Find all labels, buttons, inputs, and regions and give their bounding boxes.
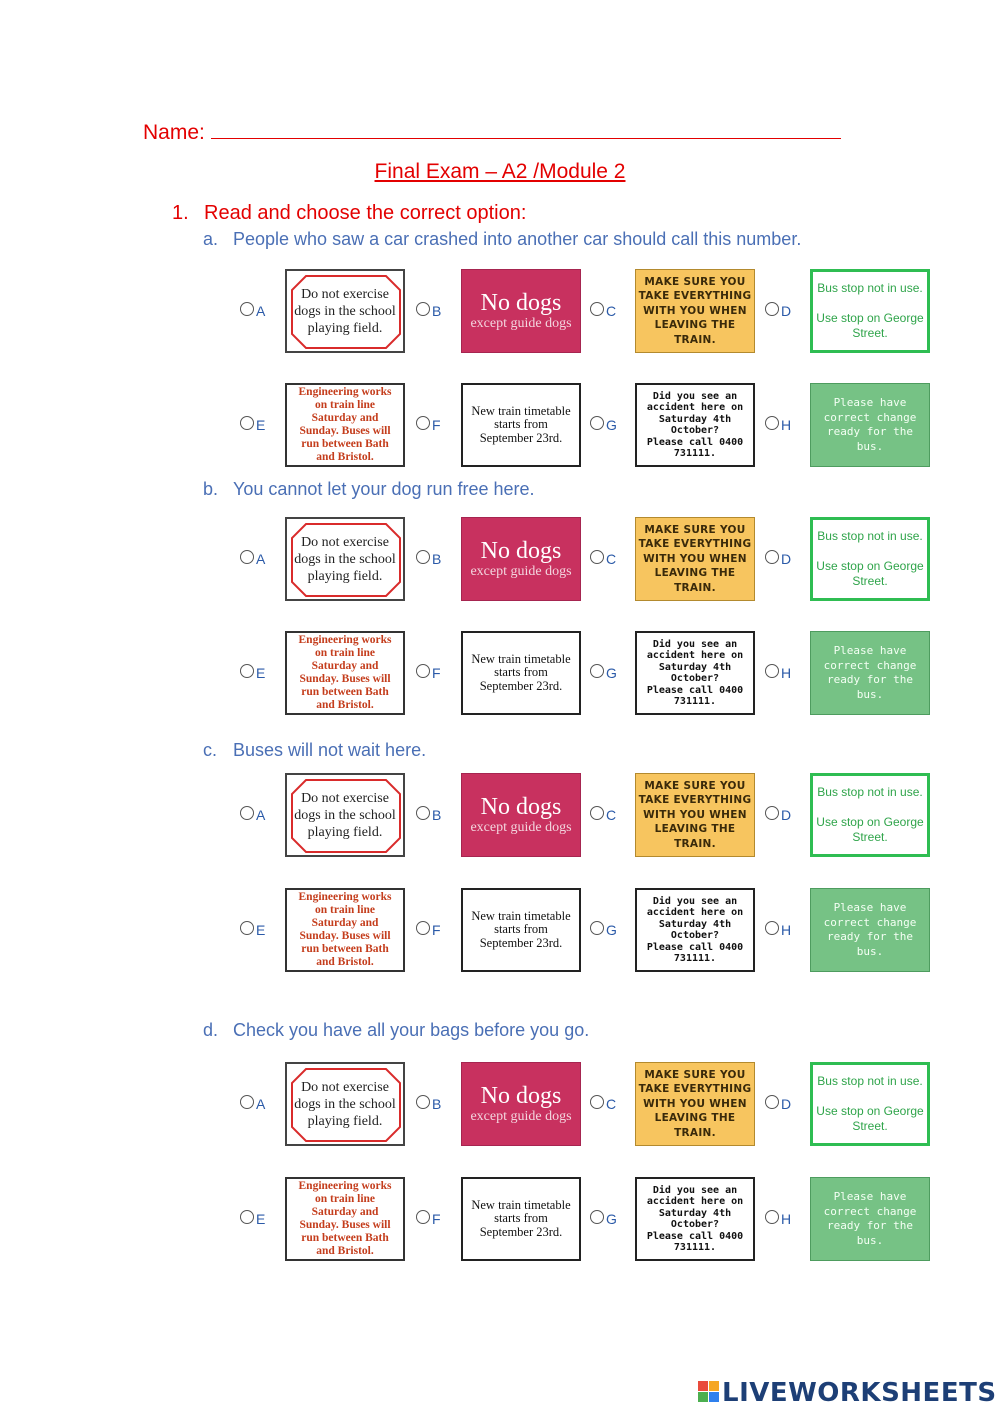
sign-g: [635, 1177, 755, 1261]
sign-text: [639, 1068, 752, 1141]
option-radio[interactable]: [240, 664, 254, 678]
question-d-option-d[interactable]: [762, 1062, 947, 1148]
question-c-option-a[interactable]: [237, 773, 422, 859]
sign-line: Bus stop not in use.: [817, 281, 923, 295]
sign-line: dogs in the school: [294, 807, 396, 823]
sign-line: dogs in the school: [294, 1096, 396, 1112]
liveworksheets-logo: [698, 1378, 997, 1408]
option-radio[interactable]: [240, 921, 254, 935]
sign-line: Sunday. Buses will: [299, 425, 391, 437]
question-d-option-a[interactable]: [237, 1062, 422, 1148]
sign-line: LEAVING THE: [654, 567, 736, 580]
question-d-option-e[interactable]: [237, 1177, 422, 1263]
name-label: Name:: [143, 121, 205, 144]
sign-g: [635, 383, 755, 467]
sign-e: [285, 1177, 405, 1261]
sign-line: Do not exercise: [301, 1079, 389, 1095]
option-radio[interactable]: [416, 806, 430, 820]
sign-line: starts from: [494, 922, 548, 937]
option-radio[interactable]: [765, 416, 779, 430]
question-b-option-d[interactable]: [762, 517, 947, 603]
option-letter: A: [256, 1096, 266, 1112]
sign-line: Did you see an: [652, 638, 738, 650]
option-radio[interactable]: [590, 1095, 604, 1109]
sign-d: [810, 269, 930, 353]
sign-line: New train timetable: [471, 403, 571, 418]
sign-line: TAKE EVERYTHING: [638, 290, 752, 303]
question-b-option-b[interactable]: [413, 517, 598, 603]
sign-line: accident here on: [646, 907, 744, 918]
option-letter: E: [256, 1211, 266, 1227]
option-letter: C: [606, 807, 617, 823]
question-text: You cannot let your dog run free here.: [233, 479, 535, 499]
sign-line: accident here on: [646, 402, 744, 413]
sign-subtitle: except guide dogs: [470, 820, 572, 835]
option-radio[interactable]: [765, 550, 779, 564]
option-letter: F: [432, 665, 441, 681]
sign-line: Do not exercise: [301, 790, 389, 806]
sign-line: dogs in the school: [294, 303, 396, 319]
sign-line: Please call 0400: [646, 941, 744, 953]
sign-text: [294, 790, 396, 841]
sign-line: Saturday and: [311, 1206, 379, 1218]
option-radio[interactable]: [590, 806, 604, 820]
option-letter: B: [432, 807, 442, 823]
question-b-option-h[interactable]: [762, 631, 947, 717]
sign-line: Street.: [852, 326, 888, 340]
option-radio[interactable]: [416, 664, 430, 678]
sign-f: [461, 888, 581, 972]
sign-line: run between Bath: [301, 438, 389, 450]
option-radio[interactable]: [240, 302, 254, 316]
option-radio[interactable]: [765, 302, 779, 316]
sign-line: Saturday 4th: [658, 1207, 732, 1219]
sign-text: [811, 644, 929, 702]
option-radio[interactable]: [590, 921, 604, 935]
sign-f: [461, 383, 581, 467]
sign-line: TAKE EVERYTHING: [638, 794, 752, 807]
sign-line: playing field.: [307, 1113, 383, 1129]
sign-line: Please call 0400: [646, 1230, 744, 1242]
option-radio[interactable]: [240, 1095, 254, 1109]
question-c-option-g[interactable]: [587, 888, 772, 974]
sign-text: [471, 1199, 570, 1240]
sign-f: [461, 631, 581, 715]
sign-line: New train timetable: [471, 1197, 571, 1212]
question-a-option-d[interactable]: [762, 269, 947, 355]
question-letter: c.: [203, 740, 218, 760]
option-letter: H: [781, 922, 792, 938]
question-c-option-e[interactable]: [237, 888, 422, 974]
question-c-option-b[interactable]: [413, 773, 598, 859]
question-a-option-b[interactable]: [413, 269, 598, 355]
sign-line: on train line: [314, 1193, 376, 1205]
question-a-option-f[interactable]: [413, 383, 598, 469]
sign-text: [647, 896, 743, 965]
sign-line: run between Bath: [301, 1232, 389, 1244]
option-letter: B: [432, 1096, 442, 1112]
sign-line: 731111.: [673, 696, 717, 707]
option-letter: D: [781, 1096, 792, 1112]
sign-line: Please have: [833, 644, 907, 657]
sign-text: [299, 634, 392, 712]
sign-text: [647, 391, 743, 460]
option-letter: E: [256, 665, 266, 681]
sign-g: [635, 631, 755, 715]
sign-line: Sunday. Buses will: [299, 1219, 391, 1231]
option-radio[interactable]: [590, 416, 604, 430]
sign-line: Did you see an: [652, 390, 738, 402]
sign-line: Engineering works: [298, 634, 392, 646]
name-field: [143, 118, 841, 145]
sign-line: Do not exercise: [301, 534, 389, 550]
sign-line: WITH YOU WHEN: [643, 808, 747, 821]
question-b-option-a[interactable]: [237, 517, 422, 603]
sign-line: ready for the bus.: [826, 930, 914, 958]
sign-line: Bus stop not in use.: [817, 785, 923, 799]
sign-c: [635, 1062, 755, 1146]
sign-line: correct change: [823, 1204, 917, 1218]
option-radio[interactable]: [765, 1095, 779, 1109]
sign-line: TRAIN.: [674, 333, 716, 346]
question-b-option-f[interactable]: [413, 631, 598, 717]
sign-e: [285, 888, 405, 972]
question-c-option-c[interactable]: [587, 773, 772, 859]
sign-b: [461, 1062, 581, 1146]
sign-line: Use stop on George: [816, 311, 924, 325]
option-radio[interactable]: [765, 664, 779, 678]
sign-h: [810, 888, 930, 972]
sign-line: TRAIN.: [674, 1126, 716, 1139]
sign-line: playing field.: [307, 824, 383, 840]
question-a-option-h[interactable]: [762, 383, 947, 469]
sign-line: 731111.: [673, 1242, 717, 1253]
question-a-option-g[interactable]: [587, 383, 772, 469]
sign-text: [811, 901, 929, 959]
sign-text: [471, 653, 570, 694]
sign-line: September 23rd.: [479, 935, 563, 950]
sign-line: Please call 0400: [646, 436, 744, 448]
question-a: [203, 229, 801, 250]
liveworksheets-icon: [698, 1381, 720, 1403]
question-text: Check you have all your bags before you go.: [233, 1020, 590, 1040]
sign-line: dogs in the school: [294, 551, 396, 567]
sign-line: on train line: [314, 399, 376, 411]
sign-line: Saturday 4th: [658, 661, 732, 673]
option-radio[interactable]: [590, 550, 604, 564]
sign-a: [285, 773, 405, 857]
question-a-option-a[interactable]: [237, 269, 422, 355]
question-a-option-c[interactable]: [587, 269, 772, 355]
question-d-option-h[interactable]: [762, 1177, 947, 1263]
option-radio[interactable]: [416, 416, 430, 430]
option-letter: C: [606, 551, 617, 567]
sign-text: [811, 396, 929, 454]
sign-line: starts from: [494, 1211, 548, 1226]
name-input-line[interactable]: [211, 118, 841, 139]
option-letter: G: [606, 1211, 617, 1227]
sign-line: Sunday. Buses will: [299, 930, 391, 942]
question-a-option-e[interactable]: [237, 383, 422, 469]
sign-line: Bus stop not in use.: [817, 1074, 923, 1088]
sign-a: [285, 1062, 405, 1146]
sign-line: MAKE SURE YOU: [644, 275, 746, 288]
question-c-option-f[interactable]: [413, 888, 598, 974]
sign-line: September 23rd.: [479, 430, 563, 445]
sign-line: and Bristol.: [316, 451, 374, 463]
sign-line: starts from: [494, 665, 548, 680]
sign-text: [639, 523, 752, 596]
sign-g: [635, 888, 755, 972]
option-letter: A: [256, 551, 266, 567]
sign-text: [471, 405, 570, 446]
option-radio[interactable]: [765, 1210, 779, 1224]
sign-line: starts from: [494, 417, 548, 432]
sign-line: New train timetable: [471, 908, 571, 923]
sign-h: [810, 1177, 930, 1261]
sign-line: MAKE SURE YOU: [644, 523, 746, 536]
sign-line: correct change: [823, 915, 917, 929]
sign-e: [285, 631, 405, 715]
sign-line: Sunday. Buses will: [299, 673, 391, 685]
sign-line: Saturday and: [311, 917, 379, 929]
option-radio[interactable]: [416, 921, 430, 935]
option-radio[interactable]: [240, 550, 254, 564]
sign-h: [810, 383, 930, 467]
option-letter: F: [432, 417, 441, 433]
option-letter: B: [432, 551, 442, 567]
sign-title: No dogs: [480, 1083, 562, 1109]
question-b-option-g[interactable]: [587, 631, 772, 717]
sign-line: LEAVING THE: [654, 319, 736, 332]
option-letter: B: [432, 303, 442, 319]
exam-title: Final Exam – A2 /Module 2: [374, 160, 626, 183]
sign-text: [299, 386, 392, 464]
sign-line: Saturday and: [311, 660, 379, 672]
sign-d: [810, 1062, 930, 1146]
question-c: [203, 740, 426, 761]
sign-line: LEAVING THE: [654, 823, 736, 836]
option-radio[interactable]: [416, 1095, 430, 1109]
sign-e: [285, 383, 405, 467]
sign-text: [647, 1185, 743, 1254]
option-letter: F: [432, 922, 441, 938]
sign-line: run between Bath: [301, 686, 389, 698]
sign-line: TAKE EVERYTHING: [638, 1083, 752, 1096]
question-d-option-c[interactable]: [587, 1062, 772, 1148]
sign-line: Street.: [852, 574, 888, 588]
question-b-option-e[interactable]: [237, 631, 422, 717]
option-letter: D: [781, 551, 792, 567]
sign-c: [635, 517, 755, 601]
sign-line: Saturday 4th: [658, 413, 732, 425]
option-radio[interactable]: [590, 302, 604, 316]
question-text: People who saw a car crashed into another car should call this number.: [233, 229, 802, 249]
option-letter: D: [781, 807, 792, 823]
sign-line: ready for the bus.: [826, 1219, 914, 1247]
sign-title: No dogs: [480, 538, 562, 564]
sign-line: Engineering works: [298, 1180, 392, 1192]
sign-line: Use stop on George: [816, 559, 924, 573]
option-radio[interactable]: [590, 664, 604, 678]
instruction-number: 1.: [172, 202, 189, 224]
question-c-option-d[interactable]: [762, 773, 947, 859]
sign-line: and Bristol.: [316, 956, 374, 968]
option-letter: C: [606, 303, 617, 319]
sign-text: [639, 275, 752, 348]
instruction-text: Read and choose the correct option:: [204, 202, 527, 224]
option-radio[interactable]: [416, 550, 430, 564]
option-radio[interactable]: [416, 302, 430, 316]
option-letter: H: [781, 417, 792, 433]
sign-line: and Bristol.: [316, 1245, 374, 1257]
sign-line: ready for the bus.: [826, 425, 914, 453]
sign-line: Please call 0400: [646, 684, 744, 696]
sign-subtitle: except guide dogs: [470, 316, 572, 331]
sign-a: [285, 269, 405, 353]
sign-text: [299, 1180, 392, 1258]
sign-title: No dogs: [480, 794, 562, 820]
sign-line: Street.: [852, 830, 888, 844]
sign-line: Please have: [833, 1190, 907, 1203]
sign-line: TRAIN.: [674, 837, 716, 850]
sign-title: No dogs: [480, 290, 562, 316]
sign-line: Engineering works: [298, 386, 392, 398]
sign-line: and Bristol.: [316, 699, 374, 711]
sign-line: correct change: [823, 410, 917, 424]
question-text: Buses will not wait here.: [233, 740, 427, 760]
sign-line: accident here on: [646, 1196, 744, 1207]
sign-line: Street.: [852, 1119, 888, 1133]
sign-text: [647, 639, 743, 708]
sign-line: October?: [670, 425, 720, 436]
option-radio[interactable]: [590, 1210, 604, 1224]
sign-f: [461, 1177, 581, 1261]
sign-text: [294, 286, 396, 337]
option-letter: D: [781, 303, 792, 319]
sign-line: Use stop on George: [816, 1104, 924, 1118]
option-letter: G: [606, 417, 617, 433]
sign-line: WITH YOU WHEN: [643, 552, 747, 565]
question-d-option-g[interactable]: [587, 1177, 772, 1263]
sign-b: [461, 773, 581, 857]
option-radio[interactable]: [416, 1210, 430, 1224]
sign-line: LEAVING THE: [654, 1112, 736, 1125]
sign-text: [294, 534, 396, 585]
option-radio[interactable]: [240, 416, 254, 430]
option-letter: F: [432, 1211, 441, 1227]
instruction: [172, 202, 526, 225]
sign-line: WITH YOU WHEN: [643, 304, 747, 317]
question-d-option-b[interactable]: [413, 1062, 598, 1148]
sign-h: [810, 631, 930, 715]
sign-line: October?: [670, 1219, 720, 1230]
sign-line: accident here on: [646, 650, 744, 661]
sign-line: on train line: [314, 647, 376, 659]
sign-line: Saturday and: [311, 412, 379, 424]
sign-line: Did you see an: [652, 1184, 738, 1196]
sign-line: Did you see an: [652, 895, 738, 907]
sign-line: October?: [670, 673, 720, 684]
sign-line: 731111.: [673, 953, 717, 964]
question-letter: a.: [203, 229, 219, 249]
sign-text: [294, 1079, 396, 1130]
sign-line: run between Bath: [301, 943, 389, 955]
sign-line: Please have: [833, 901, 907, 914]
question-b-option-c[interactable]: [587, 517, 772, 603]
option-letter: E: [256, 417, 266, 433]
question-c-option-h[interactable]: [762, 888, 947, 974]
sign-line: Bus stop not in use.: [817, 529, 923, 543]
sign-a: [285, 517, 405, 601]
option-letter: C: [606, 1096, 617, 1112]
option-letter: H: [781, 1211, 792, 1227]
sign-line: TAKE EVERYTHING: [638, 538, 752, 551]
option-letter: G: [606, 922, 617, 938]
sign-line: WITH YOU WHEN: [643, 1097, 747, 1110]
option-letter: G: [606, 665, 617, 681]
sign-line: Engineering works: [298, 891, 392, 903]
sign-line: MAKE SURE YOU: [644, 1068, 746, 1081]
option-radio[interactable]: [765, 921, 779, 935]
sign-line: playing field.: [307, 320, 383, 336]
sign-line: October?: [670, 930, 720, 941]
question-d: [203, 1020, 589, 1041]
sign-line: TRAIN.: [674, 581, 716, 594]
sign-line: 731111.: [673, 448, 717, 459]
question-letter: d.: [203, 1020, 219, 1040]
sign-d: [810, 773, 930, 857]
sign-b: [461, 517, 581, 601]
sign-subtitle: except guide dogs: [470, 1109, 572, 1124]
sign-line: correct change: [823, 658, 917, 672]
sign-line: Use stop on George: [816, 815, 924, 829]
option-radio[interactable]: [240, 806, 254, 820]
option-radio[interactable]: [240, 1210, 254, 1224]
sign-line: Saturday 4th: [658, 918, 732, 930]
sign-text: [639, 779, 752, 852]
sign-line: on train line: [314, 904, 376, 916]
question-b: [203, 479, 535, 500]
sign-c: [635, 773, 755, 857]
option-letter: A: [256, 807, 266, 823]
sign-line: playing field.: [307, 568, 383, 584]
option-letter: A: [256, 303, 266, 319]
sign-text: [471, 910, 570, 951]
option-radio[interactable]: [765, 806, 779, 820]
sign-line: MAKE SURE YOU: [644, 779, 746, 792]
option-letter: H: [781, 665, 792, 681]
question-letter: b.: [203, 479, 219, 499]
sign-c: [635, 269, 755, 353]
sign-b: [461, 269, 581, 353]
sign-d: [810, 517, 930, 601]
sign-line: Please have: [833, 396, 907, 409]
option-letter: E: [256, 922, 266, 938]
sign-line: ready for the bus.: [826, 673, 914, 701]
sign-text: [299, 891, 392, 969]
sign-subtitle: except guide dogs: [470, 564, 572, 579]
sign-line: September 23rd.: [479, 1224, 563, 1239]
sign-line: September 23rd.: [479, 678, 563, 693]
sign-line: Do not exercise: [301, 286, 389, 302]
sign-line: New train timetable: [471, 651, 571, 666]
brand-text: LIVEWORKSHEETS: [722, 1378, 997, 1408]
sign-text: [811, 1190, 929, 1248]
question-d-option-f[interactable]: [413, 1177, 598, 1263]
